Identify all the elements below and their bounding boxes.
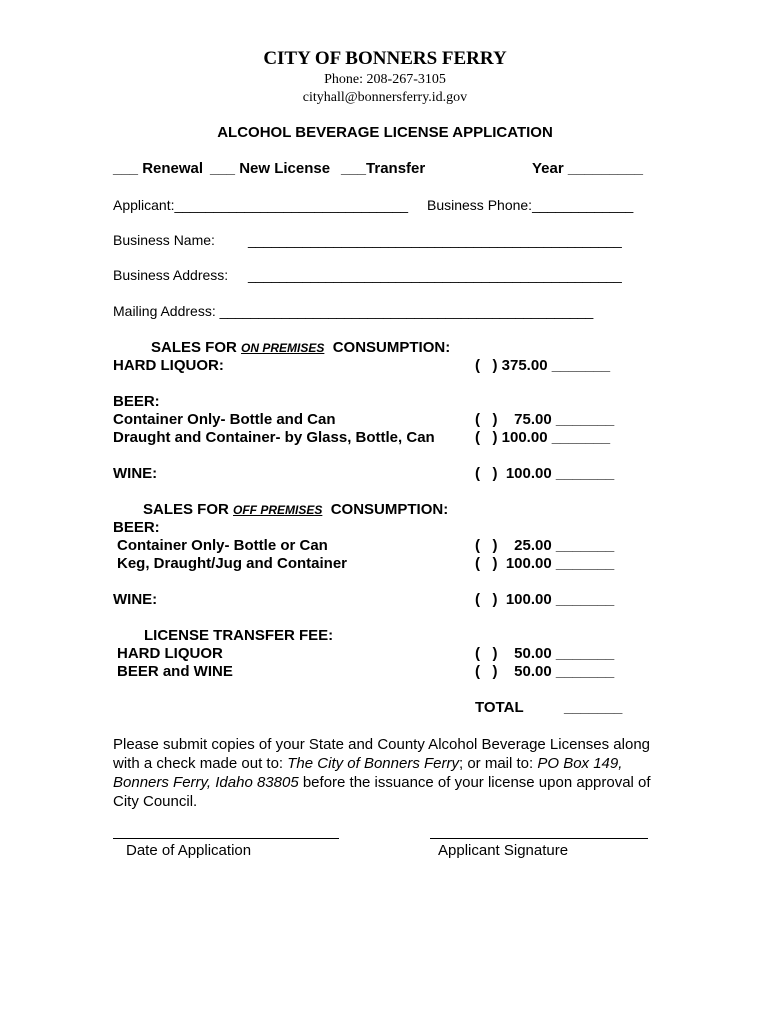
business-address-label: Business Address: [113, 267, 229, 283]
business-address-field[interactable]: ________________________________________________ [248, 267, 622, 283]
transfer-beer-wine-fee[interactable]: ( ) 50.00 _______ [475, 663, 615, 680]
city-title: CITY OF BONNERS FERRY [263, 48, 507, 69]
mailing-address-field[interactable]: Mailing Address: ________________________________________________ [113, 303, 594, 319]
date-of-application-label: Date of Application [126, 842, 252, 859]
total-label: TOTAL [475, 699, 524, 716]
wine-label: WINE: [113, 465, 158, 482]
new-license-option[interactable]: ___ New License [210, 160, 331, 177]
wine-fee[interactable]: ( ) 100.00 _______ [475, 465, 615, 482]
off-wine-label: WINE: [113, 591, 158, 608]
business-name-label: Business Name: [113, 232, 215, 248]
applicant-signature-label: Applicant Signature [438, 842, 569, 859]
beer-container-label: Container Only- Bottle and Can [113, 411, 336, 428]
beer-draught-label: Draught and Container- by Glass, Bottle, Can [113, 429, 435, 446]
business-phone-field[interactable]: Business Phone:_____________ [427, 197, 634, 213]
applicant-field[interactable]: Applicant:______________________________ [113, 197, 409, 213]
beer-container-fee[interactable]: ( ) 75.00 _______ [475, 411, 615, 428]
city-phone: Phone: 208-267-3105 [324, 72, 446, 87]
transfer-beer-wine-label: BEER and WINE [117, 663, 233, 680]
transfer-hard-liquor-fee[interactable]: ( ) 50.00 _______ [475, 645, 615, 662]
city-email: cityhall@bonnersferry.id.gov [302, 90, 468, 105]
transfer-hard-liquor-label: HARD LIQUOR [117, 645, 223, 662]
off-premises-heading: SALES FOR OFF PREMISES CONSUMPTION: [143, 501, 449, 518]
off-beer-label: BEER: [113, 519, 160, 536]
off-wine-fee[interactable]: ( ) 100.00 _______ [475, 591, 615, 608]
off-beer-container-fee[interactable]: ( ) 25.00 _______ [475, 537, 615, 554]
year-field[interactable]: Year _________ [532, 160, 643, 177]
off-beer-container-label: Container Only- Bottle or Can [117, 537, 328, 554]
transfer-option[interactable]: ___Transfer [341, 160, 426, 177]
on-premises-heading: SALES FOR ON PREMISES CONSUMPTION: [151, 339, 451, 356]
hard-liquor-fee[interactable]: ( ) 375.00 _______ [475, 357, 611, 374]
business-name-field[interactable]: ________________________________________________ [248, 232, 622, 248]
date-line[interactable] [113, 838, 339, 839]
instructions-paragraph: Please submit copies of your State and County Alcohol Beverage Licenses along with a check made out to: The City of Bonners Ferry; or mail to: PO Box 149, Bonners Ferry, Idaho 83805 before the issuance of your license upon approval of City Council. [113, 736, 651, 810]
beer-draught-fee[interactable]: ( ) 100.00 _______ [475, 429, 611, 446]
signature-line[interactable] [430, 838, 648, 839]
renewal-option[interactable]: ___ Renewal [113, 160, 204, 177]
transfer-fee-heading: LICENSE TRANSFER FEE: [144, 627, 334, 644]
off-beer-keg-label: Keg, Draught/Jug and Container [117, 555, 348, 572]
hard-liquor-label: HARD LIQUOR: [113, 357, 224, 374]
off-beer-keg-fee[interactable]: ( ) 100.00 _______ [475, 555, 615, 572]
beer-label: BEER: [113, 393, 160, 410]
form-title: ALCOHOL BEVERAGE LICENSE APPLICATION [217, 124, 553, 141]
total-field[interactable]: _______ [564, 699, 623, 716]
